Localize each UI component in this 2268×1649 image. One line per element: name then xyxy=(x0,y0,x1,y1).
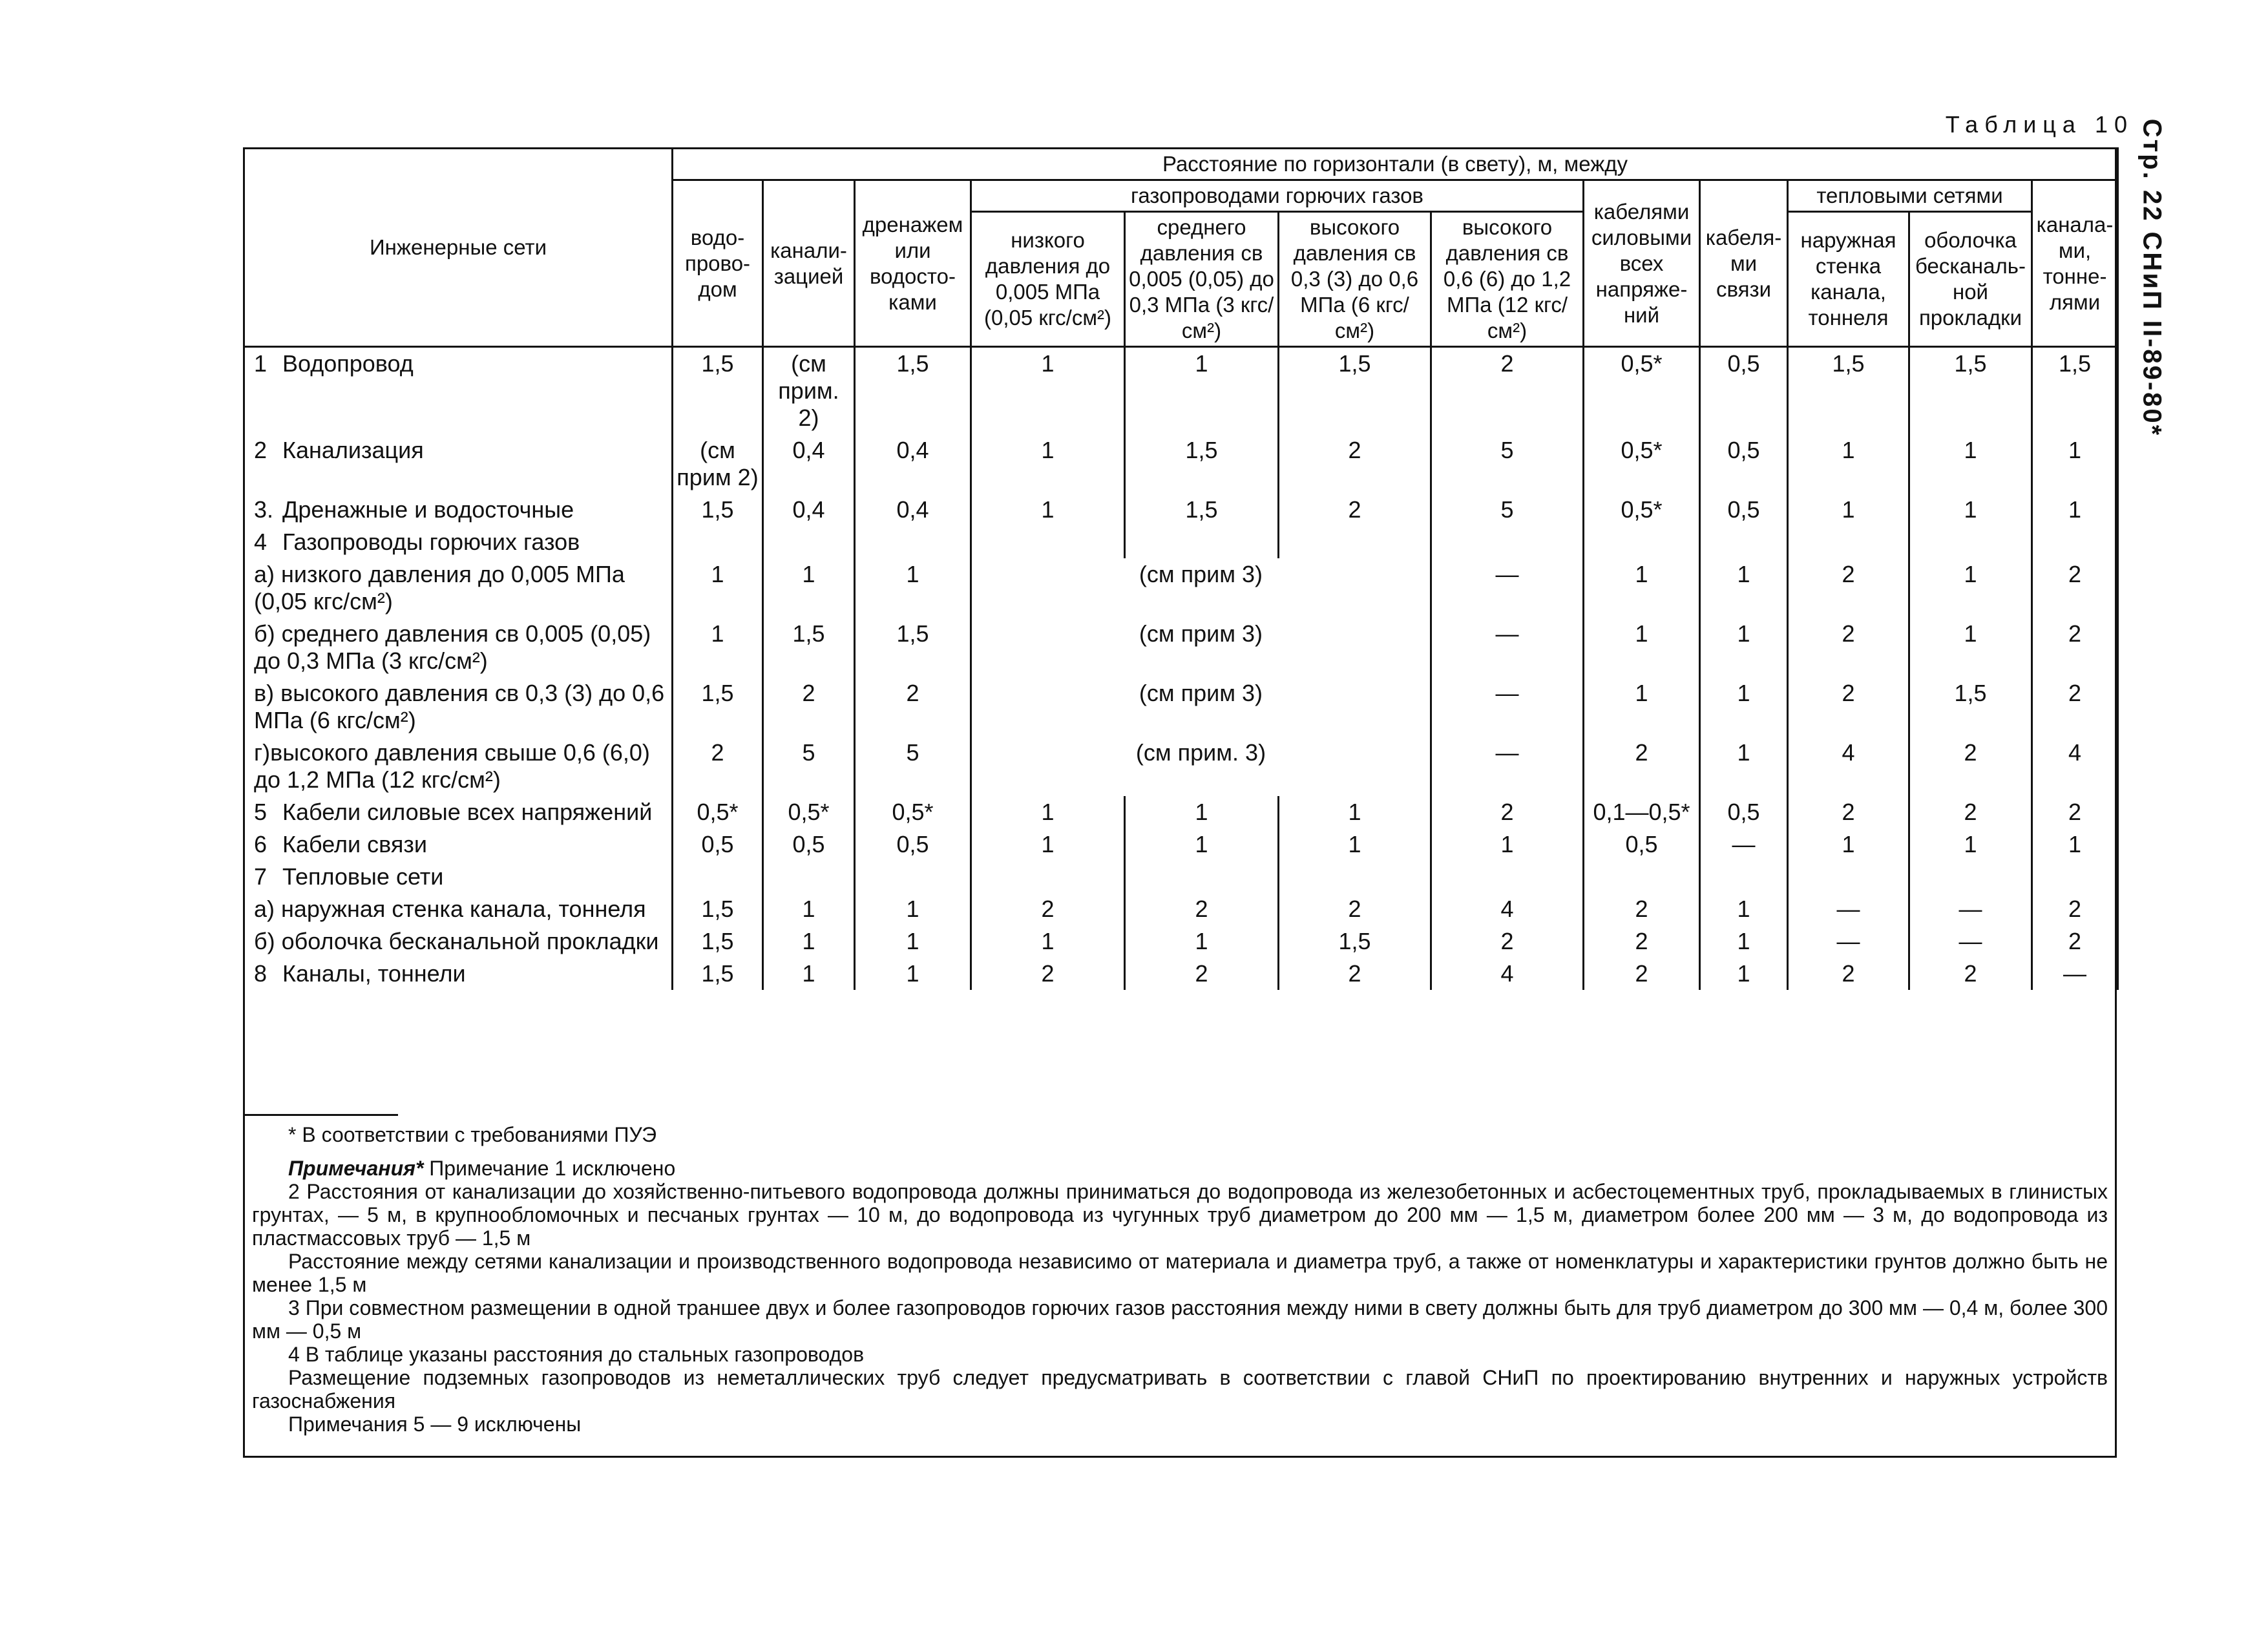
table-row xyxy=(244,893,2118,925)
table-row xyxy=(244,347,2118,435)
table-cell: 0,5 xyxy=(1700,494,1788,526)
row-name: Дренажные и водосточные xyxy=(282,496,574,523)
table-cell: 1 xyxy=(855,558,971,618)
table-cell: 2 xyxy=(1431,347,1584,435)
empty-cell xyxy=(1909,526,2032,558)
table-cell: 0,5 xyxy=(763,828,855,861)
table-cell: 2 xyxy=(2032,796,2118,828)
table-cell: 1,5 xyxy=(673,893,763,925)
table-cell: — xyxy=(1909,925,2032,958)
table-cell: 2 xyxy=(2032,925,2118,958)
row-name: Водопровод xyxy=(282,350,414,377)
header-comm: кабеля-ми связи xyxy=(1700,180,1788,347)
empty-cell xyxy=(1431,861,1584,893)
table-cell: 0,4 xyxy=(855,434,971,494)
note-3: 3 При совместном размещении в одной траншее двух и более газопроводов горючих газов расстояния между ними в свету должны быть для труб диаметром до 300 мм — 0,4 м, более 300 мм — 0,5 м xyxy=(252,1296,2108,1343)
table-cell: 1 xyxy=(1584,677,1700,737)
empty-cell xyxy=(673,526,763,558)
table-cell: 0,5 xyxy=(1584,828,1700,861)
table-cell: 2 xyxy=(1788,677,1909,737)
notes-title: Примечания* xyxy=(288,1157,424,1180)
table-cell: — xyxy=(1431,737,1584,796)
row-name: Канализация xyxy=(282,437,424,463)
table-cell: 1 xyxy=(1279,828,1431,861)
header-heat-shell: оболочка бесканаль-ной прокладки xyxy=(1909,212,2032,347)
table-cell: 1 xyxy=(673,558,763,618)
header-gas-low: низкого давления до 0,005 МПа (0,05 кгс/см²) xyxy=(971,212,1125,347)
table-cell: 1 xyxy=(1788,828,1909,861)
empty-cell xyxy=(1279,526,1431,558)
row-subname: б) среднего давления св 0,005 (0,05) до 0,3 МПа (3 кгс/см²) xyxy=(244,618,673,677)
page-reference-text: Стр. 22 СНиП II-89-80* xyxy=(2137,118,2167,437)
table-row xyxy=(244,494,2118,526)
table-cell: 4 xyxy=(1431,893,1584,925)
table-cell: 2 xyxy=(2032,893,2118,925)
empty-cell xyxy=(1125,526,1279,558)
table-cell: 2 xyxy=(1909,796,2032,828)
empty-cell xyxy=(971,526,1125,558)
table-cell: 2 xyxy=(971,893,1125,925)
table-cell: 1 xyxy=(2032,828,2118,861)
table-cell: 1 xyxy=(855,893,971,925)
table-cell: 1 xyxy=(1700,618,1788,677)
table-row xyxy=(244,677,2118,737)
table-cell: (см прим 2) xyxy=(673,434,763,494)
table-cell: 2 xyxy=(1909,737,2032,796)
row-name-cell xyxy=(244,828,673,861)
header-networks: Инженерные сети xyxy=(244,149,673,347)
table-row xyxy=(244,925,2118,958)
table-cell: 1 xyxy=(971,494,1125,526)
table-cell: 1 xyxy=(1700,925,1788,958)
row-number: 6 xyxy=(254,831,268,857)
row-name-cell xyxy=(244,347,673,435)
table-cell: 0,5* xyxy=(1584,347,1700,435)
note-1 xyxy=(252,1157,2108,1180)
table-cell: 1,5 xyxy=(673,494,763,526)
table-cell: 2 xyxy=(1584,893,1700,925)
table-cell: 2 xyxy=(1584,737,1700,796)
table-cell: 1,5 xyxy=(1125,494,1279,526)
table-cell: 2 xyxy=(855,677,971,737)
table-cell: 1 xyxy=(971,925,1125,958)
table-cell: 1,5 xyxy=(1909,677,2032,737)
empty-cell xyxy=(1788,861,1909,893)
table-cell: 1 xyxy=(1125,347,1279,435)
table-cell: 1 xyxy=(855,958,971,990)
row-name: Кабели силовые всех напряжений xyxy=(282,799,653,825)
row-name-cell xyxy=(244,434,673,494)
empty-cell xyxy=(2032,526,2118,558)
table-row xyxy=(244,828,2118,861)
table-cell: 0,5 xyxy=(1700,796,1788,828)
empty-cell xyxy=(1700,526,1788,558)
table-cell: 1 xyxy=(2032,434,2118,494)
table-row xyxy=(244,958,2118,990)
footnote-rule xyxy=(243,1114,398,1116)
table-cell: 2 xyxy=(1788,618,1909,677)
row-name-cell xyxy=(244,494,673,526)
table-cell: — xyxy=(1431,618,1584,677)
table-cell: 1 xyxy=(1279,796,1431,828)
table-cell: 2 xyxy=(1431,796,1584,828)
empty-cell xyxy=(971,861,1125,893)
empty-cell xyxy=(673,861,763,893)
header-heat-wall: наружная стенка канала, тоннеля xyxy=(1788,212,1909,347)
table-cell: 1 xyxy=(1909,558,2032,618)
table-cell: 2 xyxy=(1125,893,1279,925)
row-name-cell xyxy=(244,861,673,893)
header-heat-group: тепловыми сетями xyxy=(1788,180,2032,212)
table-cell: 2 xyxy=(1788,958,1909,990)
row-subname: г)высокого давления свыше 0,6 (6,0) до 1,2 МПа (12 кгс/см²) xyxy=(244,737,673,796)
table-cell: 1 xyxy=(763,925,855,958)
empty-cell xyxy=(1700,861,1788,893)
table-cell: 2 xyxy=(1584,958,1700,990)
row-name-cell xyxy=(244,958,673,990)
table-row xyxy=(244,861,2118,893)
table-cell: 1 xyxy=(971,796,1125,828)
table-cell: — xyxy=(1700,828,1788,861)
table-cell: 1,5 xyxy=(855,618,971,677)
table-cell: — xyxy=(2032,958,2118,990)
header-sewer: канали-зацией xyxy=(763,180,855,347)
footnote: * В соответствии с требованиями ПУЭ xyxy=(288,1123,657,1146)
table-row xyxy=(244,618,2118,677)
table-cell: 1 xyxy=(1431,828,1584,861)
table-cell: 1,5 xyxy=(1788,347,1909,435)
row-name: Кабели связи xyxy=(282,831,427,857)
table-cell: 2 xyxy=(1279,958,1431,990)
note-5: Примечания 5 — 9 исключены xyxy=(288,1413,582,1436)
empty-cell xyxy=(1788,526,1909,558)
table-cell: 1 xyxy=(971,828,1125,861)
table-cell: 1 xyxy=(1909,618,2032,677)
table-cell: — xyxy=(1431,558,1584,618)
table-cell: 1,5 xyxy=(673,925,763,958)
table-cell: 1 xyxy=(1700,677,1788,737)
table-cell: 4 xyxy=(2032,737,2118,796)
table-cell: — xyxy=(1909,893,2032,925)
row-number: 7 xyxy=(254,863,268,890)
table-cell: — xyxy=(1788,925,1909,958)
table-cell: 0,1—0,5* xyxy=(1584,796,1700,828)
note-reference-cell: (см прим 3) xyxy=(971,558,1431,618)
row-name: Каналы, тоннели xyxy=(282,960,466,987)
table-cell: 0,5* xyxy=(673,796,763,828)
table-cell: 2 xyxy=(1279,494,1431,526)
row-number: 2 xyxy=(254,437,268,463)
empty-cell xyxy=(2032,861,2118,893)
row-subname: в) высокого давления св 0,3 (3) до 0,6 МПа (6 кгс/см²) xyxy=(244,677,673,737)
header-channels: канала-ми, тонне-лями xyxy=(2032,180,2118,347)
row-subname: а) наружная стенка канала, тоннеля xyxy=(244,893,673,925)
table-cell: 1,5 xyxy=(673,347,763,435)
header-gas-mid: среднего давления св 0,005 (0,05) до 0,3 МПа (3 кгс/см²) xyxy=(1125,212,1279,347)
table-cell: 1 xyxy=(855,925,971,958)
table-cell: 1 xyxy=(673,618,763,677)
table-cell: 2 xyxy=(1125,958,1279,990)
table-cell: 5 xyxy=(763,737,855,796)
table-cell: 1 xyxy=(1788,494,1909,526)
table-cell: 1 xyxy=(1584,558,1700,618)
row-name-cell xyxy=(244,526,673,558)
table-row xyxy=(244,796,2118,828)
header-gas-group: газопроводами горючих газов xyxy=(971,180,1584,212)
table-cell: 2 xyxy=(1788,796,1909,828)
row-name-cell xyxy=(244,796,673,828)
note-reference-cell: (см прим. 3) xyxy=(971,737,1431,796)
table-row xyxy=(244,737,2118,796)
table-cell: 0,5 xyxy=(1700,347,1788,435)
table-cell: 1,5 xyxy=(673,958,763,990)
empty-cell xyxy=(1584,861,1700,893)
table-cell: 5 xyxy=(1431,434,1584,494)
note-reference-cell: (см прим 3) xyxy=(971,618,1431,677)
table-cell: 0,5 xyxy=(855,828,971,861)
header-gas-high1: высокого давления св 0,3 (3) до 0,6 МПа (6 кгс/см²) xyxy=(1279,212,1431,347)
distance-table xyxy=(243,147,2119,990)
table-cell: 2 xyxy=(1279,434,1431,494)
table-cell: 2 xyxy=(1909,958,2032,990)
table-cell: 2 xyxy=(2032,618,2118,677)
table-cell: 1 xyxy=(1700,958,1788,990)
table-cell: 1 xyxy=(763,558,855,618)
table-cell: — xyxy=(1431,677,1584,737)
table-cell: 1 xyxy=(2032,494,2118,526)
header-water: водо-прово-дом xyxy=(673,180,763,347)
table-cell: 2 xyxy=(2032,558,2118,618)
table-cell: 2 xyxy=(971,958,1125,990)
table-cell: 1 xyxy=(1700,558,1788,618)
table-cell: 0,5 xyxy=(673,828,763,861)
empty-cell xyxy=(1909,861,2032,893)
table-cell: 1 xyxy=(763,893,855,925)
table-cell: 1 xyxy=(1700,737,1788,796)
note-1-text: Примечание 1 исключено xyxy=(429,1157,676,1180)
note-4: 4 В таблице указаны расстояния до стальных газопроводов xyxy=(288,1343,865,1366)
note-2: 2 Расстояния от канализации до хозяйственно-питьевого водопровода должны приниматься до водопровода из железобетонных и асбестоцементных труб, прокладываемых в глинистых грунтах, — 5 м, в крупнообломочных и песчаных грунтах — 10 м, до водопровода из чугунных труб диаметром до 200 мм — 1,5 м, диаметром более 200 мм — 3 м, до водопровода из пластмассовых труб — 1,5 м xyxy=(252,1180,2108,1250)
empty-cell xyxy=(1279,861,1431,893)
table-cell: 4 xyxy=(1431,958,1584,990)
header-distance: Расстояние по горизонтали (в свету), м, между xyxy=(673,149,2118,180)
table-cell: 0,5* xyxy=(855,796,971,828)
table-cell: 1 xyxy=(971,434,1125,494)
header-power: кабелями силовыми всех напряже-ний xyxy=(1584,180,1700,347)
row-number: 4 xyxy=(254,529,268,555)
table-cell: 2 xyxy=(1431,925,1584,958)
table-cell: 1 xyxy=(1125,796,1279,828)
table-cell: 2 xyxy=(1788,558,1909,618)
table-cell: 1 xyxy=(1909,828,2032,861)
table-cell: 0,4 xyxy=(763,494,855,526)
table-cell: 0,5* xyxy=(763,796,855,828)
empty-cell xyxy=(855,526,971,558)
empty-cell xyxy=(763,861,855,893)
table-cell: 1 xyxy=(1125,828,1279,861)
table-cell: 0,4 xyxy=(763,434,855,494)
table-cell: 1,5 xyxy=(673,677,763,737)
table-cell: 1 xyxy=(1584,618,1700,677)
row-subname: а) низкого давления до 0,005 МПа (0,05 кгс/см²) xyxy=(244,558,673,618)
page-reference xyxy=(2131,97,2172,459)
table-cell: 0,4 xyxy=(855,494,971,526)
table-cell: 1,5 xyxy=(2032,347,2118,435)
row-number: 8 xyxy=(254,960,268,987)
table-cell: 0,5* xyxy=(1584,434,1700,494)
table-cell: 5 xyxy=(855,737,971,796)
header-gas-high2: высокого давления св 0,6 (6) до 1,2 МПа (12 кгс/см²) xyxy=(1431,212,1584,347)
row-number: 1 xyxy=(254,350,268,377)
table-cell: (см прим. 2) xyxy=(763,347,855,435)
table-cell: 0,5 xyxy=(1700,434,1788,494)
note-4b: Размещение подземных газопроводов из неметаллических труб следует предусматривать в соответствии с главой СНиП по проектированию внутренних и наружных устройств газоснабжения xyxy=(252,1366,2108,1413)
notes-block xyxy=(252,1123,2108,1436)
table-cell: 1,5 xyxy=(1279,925,1431,958)
header-drain: дренажем или водосто-ками xyxy=(855,180,971,347)
table-cell: 2 xyxy=(1584,925,1700,958)
row-number: 3. xyxy=(254,496,274,523)
table-cell: 1 xyxy=(1909,434,2032,494)
table-row xyxy=(244,526,2118,558)
table-cell: 1,5 xyxy=(855,347,971,435)
row-subname: б) оболочка бесканальной прокладки xyxy=(244,925,673,958)
empty-cell xyxy=(1584,526,1700,558)
empty-cell xyxy=(1125,861,1279,893)
table-cell: 1,5 xyxy=(1909,347,2032,435)
empty-cell xyxy=(855,861,971,893)
empty-cell xyxy=(1431,526,1584,558)
table-cell: 0,5* xyxy=(1584,494,1700,526)
table-cell: 1,5 xyxy=(1125,434,1279,494)
table-cell: 2 xyxy=(673,737,763,796)
table-row xyxy=(244,434,2118,494)
table-cell: 1 xyxy=(1700,893,1788,925)
row-name: Газопроводы горючих газов xyxy=(282,529,580,555)
table-body xyxy=(244,347,2118,991)
table-cell: 1 xyxy=(1788,434,1909,494)
row-name: Тепловые сети xyxy=(282,863,444,890)
table-cell: 1 xyxy=(1125,925,1279,958)
row-number: 5 xyxy=(254,799,268,825)
table-cell: 5 xyxy=(1431,494,1584,526)
empty-cell xyxy=(763,526,855,558)
table-cell: 1 xyxy=(971,347,1125,435)
table-cell: 4 xyxy=(1788,737,1909,796)
table-cell: 2 xyxy=(1279,893,1431,925)
table-row xyxy=(244,558,2118,618)
table-caption: Таблица 10 xyxy=(1945,111,2134,138)
table-cell: 1,5 xyxy=(1279,347,1431,435)
note-2b: Расстояние между сетями канализации и производственного водопровода независимо от материала и диаметра труб, а также от номенклатуры и характеристики грунтов должно быть не менее 1,5 м xyxy=(252,1250,2108,1296)
table-cell: — xyxy=(1788,893,1909,925)
table-cell: 1 xyxy=(763,958,855,990)
table-cell: 2 xyxy=(763,677,855,737)
table-cell: 1,5 xyxy=(763,618,855,677)
note-reference-cell: (см прим 3) xyxy=(971,677,1431,737)
table-cell: 1 xyxy=(1909,494,2032,526)
table-cell: 2 xyxy=(2032,677,2118,737)
